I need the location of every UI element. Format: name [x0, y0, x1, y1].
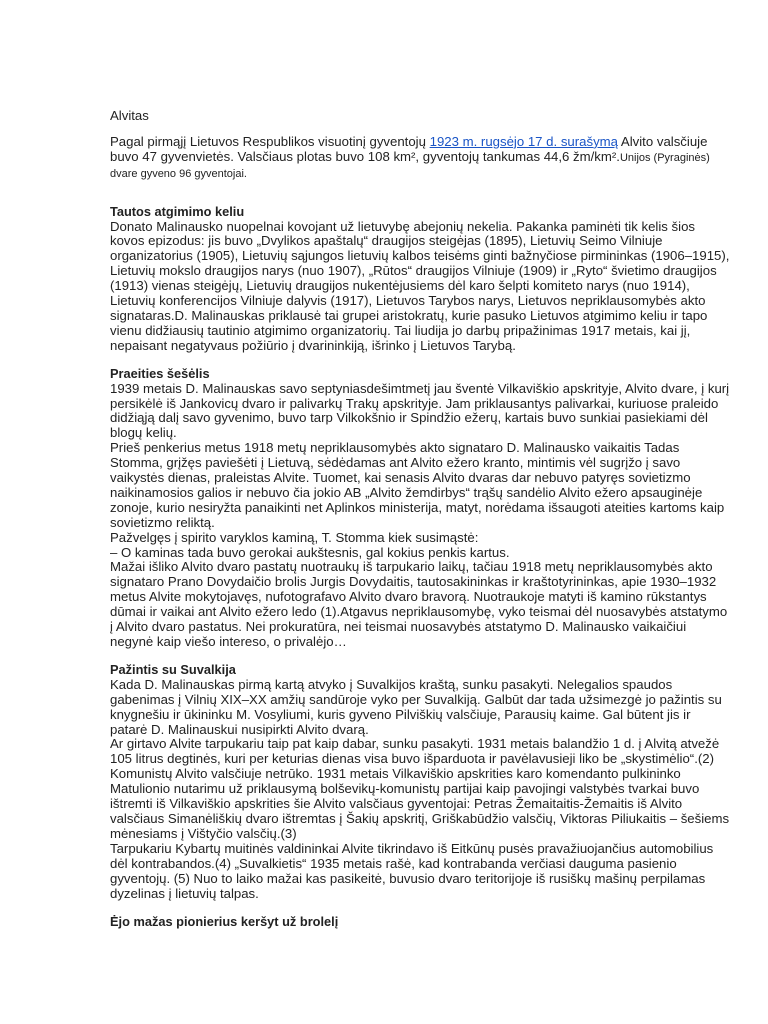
- section-paragraph: Donato Malinausko nuopelnai kovojant už lietuvybę abejonių nekelia. Pakanka paminėti tik kelis šios kovos epizodus: jis buvo „Dvylikos apaštalų“ draugijos steigėjas (1895), Lietuvių Seimo Vilniuje organizatorius (1905), Lietuvių sąjungos lietuvių kalbos teisėms ginti bažnyčiose pirmininkas (1906–1915), Lietuvių mokslo draugijos narys (nuo 1907), „Rūtos“ draugijos Vilniuje (1909) ir „Ryto“ švietimo draugijos (1913) vienas steigėjų, Lietuvių draugijos nukentėjusiems dėl karo šelpti komiteto narys (nuo 1914), Lietuvių konferencijos Vilniuje dalyvis (1917), Lietuvos Tarybos narys, Lietuvos nepriklausomybės akto signataras.D. Malinauskas priklausė tai grupei aristokratų, kurie pasuko Lietuvos atgimimo keliu ir tapo vienu didžiausių tautinio atgimimo organizatorių. Tai liudija jo darbų pripažinimas 1917 metais, kai jį, nepaisant negatyvaus požiūrio į dvarininkiją, išrinko į Lietuvos Tarybą.: [110, 218, 730, 353]
- section-paragraph: – O kaminas tada buvo gerokai aukštesnis, gal kokius penkis kartus.: [110, 544, 510, 560]
- section-paragraph: Komunistų Alvito valsčiuje netrūko. 1931 metais Vilkaviškio apskrities karo komendanto pulkininko Matulionio nutarimu už priklausymą bolševikų-komunistų partijai kaip pavojingi valstybės tvarkai buvo ištremti iš Vilkaviškio apskrities šie Alvito valsčiaus gyventojai: Petras Žemaitaitis-Žemaitis iš Alvito valsčiaus Simanėliškių dvaro ištremtas į Šakių apskritį, Griškabūdžio valsčių, Viktoras Piliukaitis – šešiems mėnesiams į Vištyčio valsčių.(3): [110, 766, 730, 841]
- document-page: [110, 109, 730, 930]
- section-paragraph: Tarpukariu Kybartų muitinės valdininkai Alvite tikrindavo iš Eitkūnų pusės pravažiuojančius automobilius dėl kontrabandos.(4) „Suvalkietis“ 1935 metais rašė, kad kontrabanda verčiasi dauguma pasienio gyventojų. (5) Nuo to laiko mažai kas pasikeitė, buvusio dvaro teritorijoje iš rusiškų mašinų perpilamas dyzelinas į lietuvių talpas.: [110, 840, 714, 901]
- section-paragraph: Prieš penkerius metus 1918 metų nepriklausomybės akto signataro D. Malinausko vaikaitis Tadas Stomma, grįžęs paviešėti į Lietuvą, sėdėdamas ant Alvito ežero kranto, mintimis vėl sugrįžo į savo vaikystės dienas, praleistas Alvite. Tuomet, kai senasis Alvito dvaras dar nebuvo patyręs sovietizmo naikinamosios galios ir nebuvo čia jokio AB „Alvito žemdirbys“ trąšų sandėlio Alvito ežero apsauginėje zonoje, kurio nesiryžta panaikinti net Aplinkos ministerija, matyt, norėdama išsaugoti ateities kartoms kaip sovietizmo reliktą.: [110, 440, 725, 530]
- section-paragraph: Mažai išliko Alvito dvaro pastatų nuotraukų iš tarpukario laikų, tačiau 1918 metų nepriklausomybės akto signataro Prano Dovydaičio brolis Jurgis Dovydaitis, tautosakininkas ir kraštotyrininkas, apie 1930–1932 metus Alvite mokytojavęs, nufotografavo Alvito dvaro bravorą. Nuotraukoje matyti iš kamino rūkstantys dūmai ir vaikai ant Alvito ežero ledo (1).Atgavus nepriklausomybę, vyko teismai dėl nuosavybės atstatymo į Alvito dvaro pastatus. Nei prokuratūra, nei teismai nuosavybės atstatymo D. Malinausko vaikaičiui negynė kaip viešo intereso, o privalėjo…: [110, 559, 728, 649]
- census-link[interactable]: 1923 m. rugsėjo 17 d. surašymą: [429, 133, 618, 149]
- section-paragraph: Pažvelgęs į spirito varyklos kaminą, T. Stomma kiek susimąstė:: [110, 529, 479, 545]
- intro-text-end: Alvito valsčiuje buvo 47 gyvenvietės. Valsčiaus plotas buvo 108 km², gyventojų tankumas 44,6 žm/km².: [110, 133, 708, 164]
- section-paragraph: Kada D. Malinauskas pirmą kartą atvyko į Suvalkijos kraštą, sunku pasakyti. Nelegalios spaudos gabenimas į Vilnių XIX–XX amžių sandūroje vyko per Suvalkiją. Galbūt dar tada užsimezgė jo pažintis su knygnešiu ir ūkininku M. Vosyliumi, kuris gyveno Pilviškių valsčiuje, Parausių kaime. Gal būtent jis ir patarė D. Malinauskui nusipirkti Alvito dvarą.: [110, 676, 722, 737]
- section-heading: Tautos atgimimo keliu: [110, 203, 245, 219]
- section-heading: Praeities šešėlis: [110, 365, 210, 381]
- section-paragraph: Ar girtavo Alvite tarpukariu taip pat kaip dabar, sunku pasakyti. 1931 metais balandžio 1 d. į Alvitą atvežė 105 litrus degtinės, kuri per keturias dienas visa buvo išparduota ir pavėlavusieji liko be „skystimėlio“.(2): [110, 736, 720, 767]
- section-paragraph: 1939 metais D. Malinauskas savo septyniasdešimtmetį jau šventė Vilkaviškio apskrityje, Alvito dvare, į kurį persikėlė iš Jankovicų dvaro ir palivarkų Trakų apskrityje. Jam priklausantys palivarkai, kuriuose praleido didžiąją dalį savo gyvenimo, buvo tarp Vilkokšnio ir Spindžio ežerų, kartais buvo sunkiai pasiekiami dėl blogų kelių.: [110, 380, 730, 441]
- section-ejo-mazas-pionierius: [110, 915, 730, 930]
- section-tautos-atgimimo-keliu: [110, 205, 730, 354]
- intro-small-text: Unijos (Pyraginės) dvare gyveno 96 gyventojai.: [110, 151, 710, 180]
- section-heading: Ėjo mažas pionierius keršyt už brolelį: [110, 914, 339, 930]
- document-title: Alvitas: [110, 108, 149, 123]
- intro-paragraph: [110, 135, 730, 182]
- section-heading: Pažintis su Suvalkija: [110, 661, 236, 677]
- section-pazintis-su-suvalkija: [110, 663, 730, 902]
- intro-text-start: Pagal pirmąjį Lietuvos Respublikos visuotinį gyventojų: [110, 133, 430, 149]
- section-praeities-seselis: [110, 367, 730, 650]
